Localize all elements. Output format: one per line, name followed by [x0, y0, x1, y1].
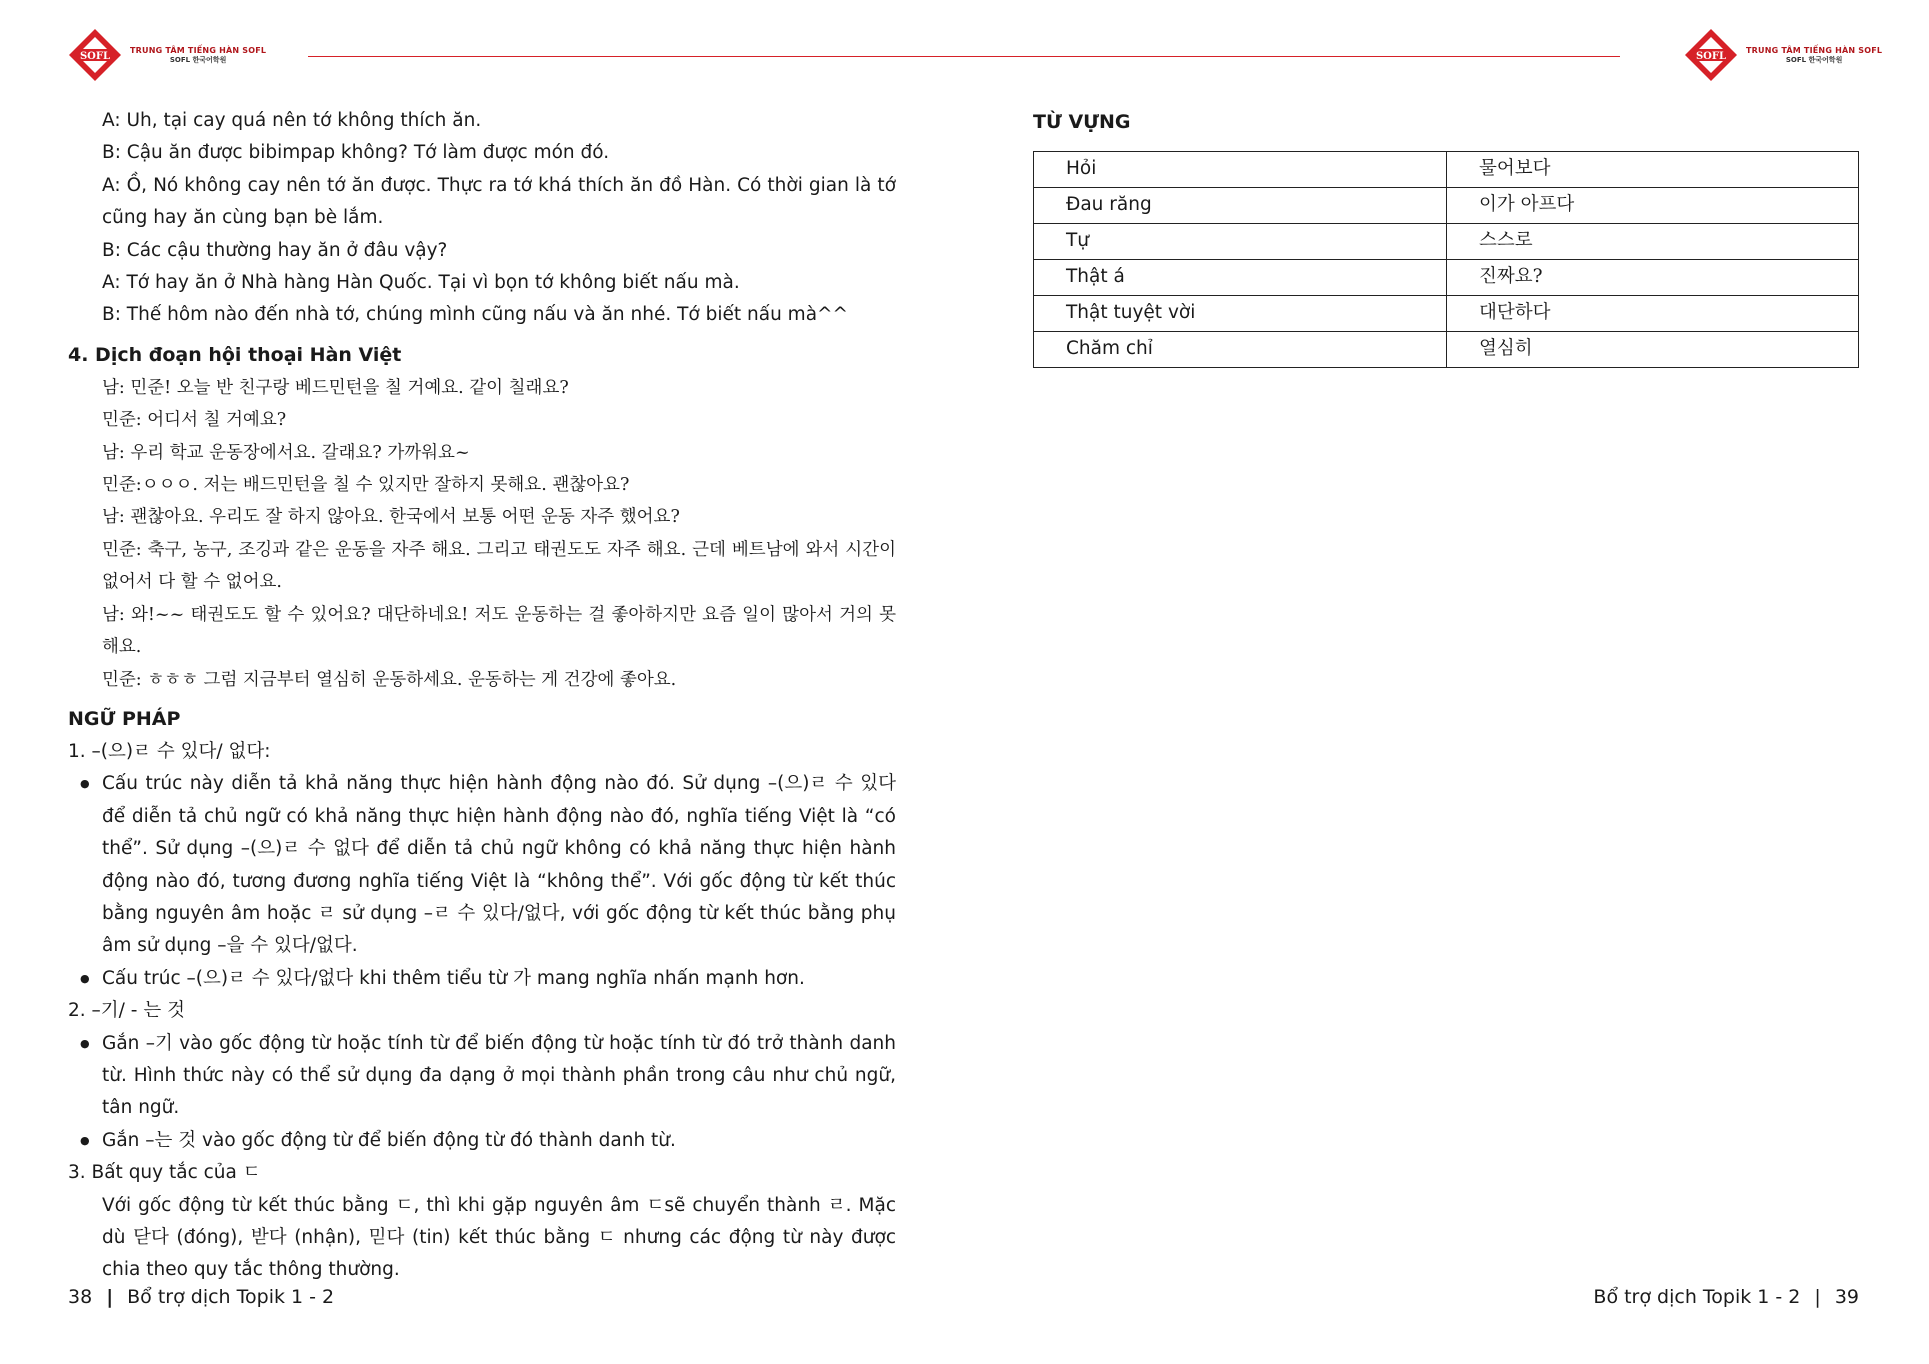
grammar-bullet: ● Gắn –는 것 vào gốc động từ để biến động từ đó thành danh từ. [68, 1125, 896, 1157]
table-row [1034, 188, 1859, 224]
footer-left [68, 1286, 334, 1308]
footer-right [1593, 1286, 1859, 1308]
grammar-2-title: 2. –기/ - 는 것 [68, 1000, 185, 1022]
dialogue-line: 민준: ㅎㅎㅎ 그럼 지금부터 열심히 운동하세요. 운동하는 게 건강에 좋아요. [102, 669, 677, 690]
vocab-kr: 물어보다 [1447, 152, 1859, 188]
vocab-vi: Hỏi [1034, 152, 1447, 188]
logo-name: TRUNG TÂM TIẾNG HÀN SOFL [130, 46, 267, 55]
vocab-kr: 열심히 [1447, 332, 1859, 368]
logo-subname: SOFL 한국어학원 [169, 55, 227, 64]
vocab-title: TỪ VỰNG [1033, 111, 1131, 133]
dialogue-line: B: Các cậu thường hay ăn ở đâu vậy? [102, 239, 448, 261]
grammar-bullet: ● Cấu trúc này diễn tả khả năng thực hiện hành động nào đó. Sử dụng –(으)ㄹ 수 있다 để diễn tả chủ ngữ có khả năng thực hiện hành động nào đó, nghĩa tiếng Việt là “có thể”. Sử dụng –(으)ㄹ 수 없다 để diễn tả chủ ngữ không có khả năng thực hiện hành động nào đó, tương đương nghĩa tiếng Việt là “không thể”. Với gốc động từ kết thúc bằng nguyên âm hoặc ㄹ sử dụng –ㄹ 수 있다/없다, với gốc động từ kết thúc bằng phụ âm sử dụng –을 수 있다/없다. [68, 768, 896, 962]
page-number: 38 [68, 1286, 93, 1308]
grammar-bullet: ● Gắn –기 vào gốc động từ hoặc tính từ để biến động từ hoặc tính từ đó trở thành danh từ. Hình thức này có thể sử dụng đa dạng ở mọi thành phần trong câu như chủ ngữ, tân ngữ. [68, 1028, 896, 1125]
vocab-vi: Chăm chỉ [1034, 332, 1447, 368]
dialogue-line: A: Ồ, Nó không cay nên tớ ăn được. Thực ra tớ khá thích ăn đồ Hàn. Có thời gian là tớ cũng hay ăn cùng bạn bè lắm. [102, 174, 896, 229]
footer-title: Bổ trợ dịch Topik 1 - 2 [127, 1286, 335, 1308]
dialogue-line: 남: 우리 학교 운동장에서요. 갈래요? 가까워요~ [102, 442, 470, 463]
left-page [68, 105, 896, 1287]
table-row [1034, 224, 1859, 260]
section4-title: 4. Dịch đoạn hội thoại Hàn Việt [68, 343, 402, 366]
grammar-3-title: 3. Bất quy tắc của ㄷ [68, 1162, 261, 1184]
grammar-1-title: 1. –(으)ㄹ 수 있다/ 없다: [68, 740, 271, 762]
dialogue-line: 남: 괜찮아요. 우리도 잘 하지 않아요. 한국에서 보통 어떤 운동 자주 했어요? [102, 507, 680, 528]
logo-left [68, 28, 266, 82]
dialogue-line: A: Uh, tại cay quá nên tớ không thích ăn. [102, 110, 482, 131]
table-row [1034, 332, 1859, 368]
grammar-bullet: ● Cấu trúc –(으)ㄹ 수 있다/없다 khi thêm tiểu từ 가 mang nghĩa nhấn mạnh hơn. [68, 963, 896, 995]
vocab-vi: Thật á [1034, 260, 1447, 296]
grammar-title: NGỮ PHÁP [68, 707, 181, 730]
vocab-table [1033, 151, 1859, 368]
dialogue-line: 남: 민준! 오늘 반 친구랑 베드민턴을 칠 거예요. 같이 칠래요? [102, 377, 569, 398]
vocab-kr: 스스로 [1447, 224, 1859, 260]
vocab-vi: Tự [1034, 224, 1447, 260]
header-rule [308, 56, 1620, 57]
table-row [1034, 152, 1859, 188]
dialogue-vi [68, 105, 896, 332]
dialogue-line: 민준: 축구, 농구, 조깅과 같은 운동을 자주 해요. 그리고 태권도도 자주 해요. 근데 베트남에 와서 시간이 없어서 다 할 수 없어요. [102, 539, 896, 593]
dialogue-kr [68, 372, 896, 696]
vocab-kr: 대단하다 [1447, 296, 1859, 332]
dialogue-line: 민준:ㅇㅇㅇ. 저는 배드민턴을 칠 수 있지만 잘하지 못해요. 괜찮아요? [102, 475, 630, 496]
sofl-logo-icon [1684, 28, 1738, 82]
vocab-kr: 이가 아프다 [1447, 188, 1859, 224]
dialogue-line: B: Thế hôm nào đến nhà tớ, chúng mình cũng nấu và ăn nhé. Tớ biết nấu mà^^ [102, 304, 849, 326]
svg-text:SOFL: SOFL [1695, 51, 1727, 62]
dialogue-line: 남: 와!~~ 태권도도 할 수 있어요? 대단하네요! 저도 운동하는 걸 좋아하지만 요즘 일이 많아서 거의 못 해요. [102, 604, 896, 658]
grammar-3-text: Với gốc động từ kết thúc bằng ㄷ, thì khi gặp nguyên âm ㄷsẽ chuyển thành ㄹ. Mặc dù 닫다 (đóng), 받다 (nhận), 믿다 (tin) kết thúc bằng ㄷ nhưng các động từ này được chia theo quy tắc thông thường. [102, 1194, 896, 1281]
dialogue-line: A: Tớ hay ăn ở Nhà hàng Hàn Quốc. Tại vì bọn tớ không biết nấu mà. [102, 272, 740, 294]
dialogue-line: B: Cậu ăn được bibimpap không? Tớ làm được món đó. [102, 142, 610, 164]
logo-name: TRUNG TÂM TIẾNG HÀN SOFL [1746, 46, 1883, 55]
logo-subname: SOFL 한국어학원 [1785, 55, 1843, 64]
page-number: 39 [1834, 1286, 1859, 1308]
footer-separator: | [1814, 1286, 1821, 1308]
sofl-logo-icon [68, 28, 122, 82]
table-row [1034, 260, 1859, 296]
footer-title: Bổ trợ dịch Topik 1 - 2 [1593, 1286, 1801, 1308]
vocab-vi: Thật tuyệt vời [1034, 296, 1447, 332]
dialogue-line: 민준: 어디서 칠 거예요? [102, 410, 287, 431]
table-row [1034, 296, 1859, 332]
right-page [1033, 105, 1859, 368]
footer-separator: | [106, 1286, 114, 1308]
svg-text:SOFL: SOFL [79, 51, 111, 62]
vocab-kr: 진짜요? [1447, 260, 1859, 296]
logo-right [1684, 28, 1882, 82]
vocab-vi: Đau răng [1034, 188, 1447, 224]
